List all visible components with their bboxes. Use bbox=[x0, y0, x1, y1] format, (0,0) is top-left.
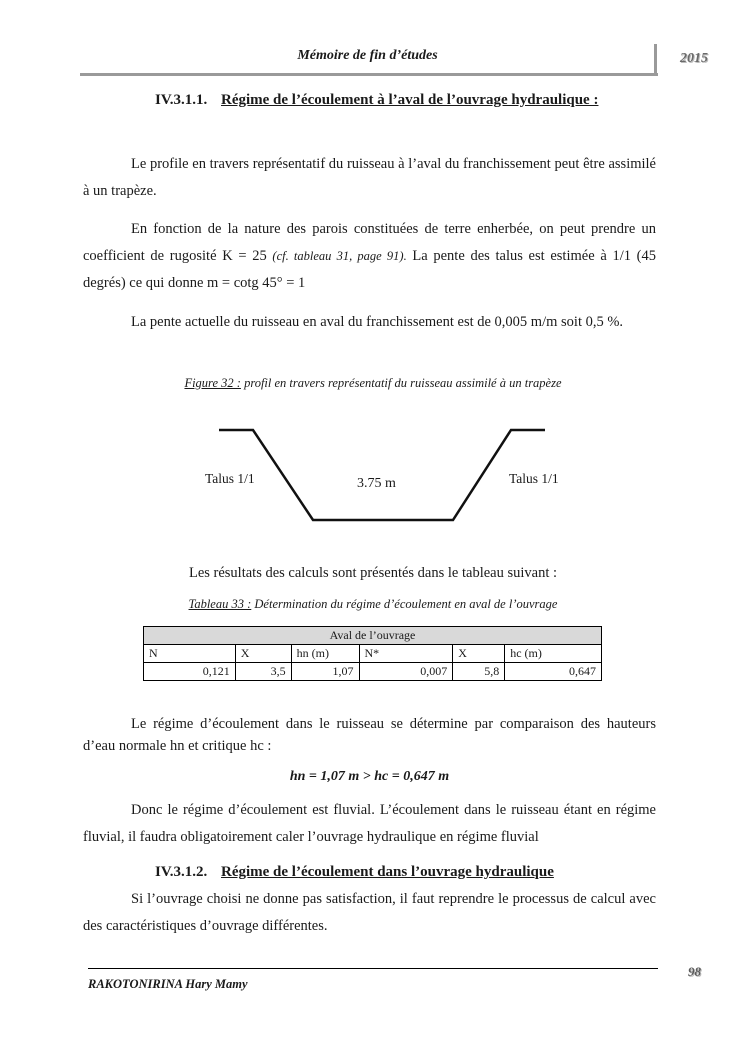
table-caption: Tableau 33 : Détermination du régime d’écoulement en aval de l’ouvrage bbox=[188, 597, 558, 611]
section-title: Régime de l’écoulement à l’aval de l’ouvrage hydraulique : bbox=[221, 92, 599, 108]
paragraph-roughness: En fonction de la nature des parois constituées de terre enherbée, on peut prendre un coefficient de rugosité K = 25 (cf. tableau 31, page 91). La pente des talus est estimée à 1/1 (45 degrés) ce qui donne m = cotg 45° = 1 bbox=[83, 221, 657, 291]
table-group-header: Aval de l’ouvrage bbox=[144, 627, 602, 645]
table-cell: 3,5 bbox=[235, 663, 291, 681]
section-title: Régime de l’écoulement dans l’ouvrage hydraulique bbox=[221, 864, 554, 880]
trapezoid-profile-line bbox=[219, 430, 545, 520]
table-header-row bbox=[144, 645, 602, 663]
page-number: 98 bbox=[688, 964, 701, 979]
header-title: Mémoire de fin d’études bbox=[297, 48, 438, 63]
paragraph-slope: La pente actuelle du ruisseau en aval du franchissement est de 0,005 m/m soit 0,5 %. bbox=[131, 314, 624, 330]
paragraph-results-intro: Les résultats des calculs sont présentés dans le tableau suivant : bbox=[188, 565, 558, 581]
results-table bbox=[143, 626, 602, 681]
paragraph-profile: Le profile en travers représentatif du ruisseau à l’aval du franchissement peut être assimilé à un trapèze. bbox=[83, 156, 656, 199]
table-label: Tableau 33 : bbox=[188, 597, 252, 611]
table-header-cell: N bbox=[144, 645, 236, 663]
paragraph-comparison: Le régime d’écoulement dans le ruisseau se détermine par comparaison des hauteurs d’eau normale hn et critique hc : bbox=[83, 716, 656, 754]
table-header-cell: X bbox=[235, 645, 291, 663]
table-header-cell: hn (m) bbox=[291, 645, 359, 663]
table-header-cell: X bbox=[453, 645, 505, 663]
table-cell: 5,8 bbox=[453, 663, 505, 681]
paragraph-process: Si l’ouvrage choisi ne donne pas satisfaction, il faut reprendre le processus de calcul avec des caractéristiques d’ouvrage différentes. bbox=[83, 891, 656, 934]
section-number: IV.3.1.1. bbox=[155, 92, 208, 108]
table-cell: 0,121 bbox=[144, 663, 236, 681]
footer-rule bbox=[88, 968, 658, 969]
table-cell: 1,07 bbox=[291, 663, 359, 681]
section-heading-2 bbox=[155, 864, 554, 881]
talus-right-label: Talus 1/1 bbox=[509, 471, 559, 486]
figure-label: Figure 32 : bbox=[184, 376, 241, 390]
talus-left-label: Talus 1/1 bbox=[205, 471, 255, 486]
table-cell: 0,647 bbox=[505, 663, 602, 681]
table-row bbox=[144, 663, 602, 681]
figure-caption: Figure 32 : profil en travers représentatif du ruisseau assimilé à un trapèze bbox=[184, 376, 562, 390]
width-label: 3.75 m bbox=[357, 476, 396, 491]
header-year: 2015 bbox=[680, 51, 708, 66]
citation: (cf. tableau 31, page 91). bbox=[272, 249, 407, 263]
section-number: IV.3.1.2. bbox=[155, 864, 208, 880]
paragraph-conclusion: Donc le régime d’écoulement est fluvial. L’écoulement dans le ruisseau étant en régime fluvial, il faudra obligatoirement caler l’ouvrage hydraulique en régime fluvial bbox=[83, 802, 656, 845]
table-group-row bbox=[144, 627, 602, 645]
formula: hn = 1,07 m > hc = 0,647 m bbox=[289, 769, 450, 784]
footer-author: RAKOTONIRINA Hary Mamy bbox=[88, 977, 248, 991]
table-cell: 0,007 bbox=[359, 663, 453, 681]
table-header-cell: N* bbox=[359, 645, 453, 663]
table-header-cell: hc (m) bbox=[505, 645, 602, 663]
